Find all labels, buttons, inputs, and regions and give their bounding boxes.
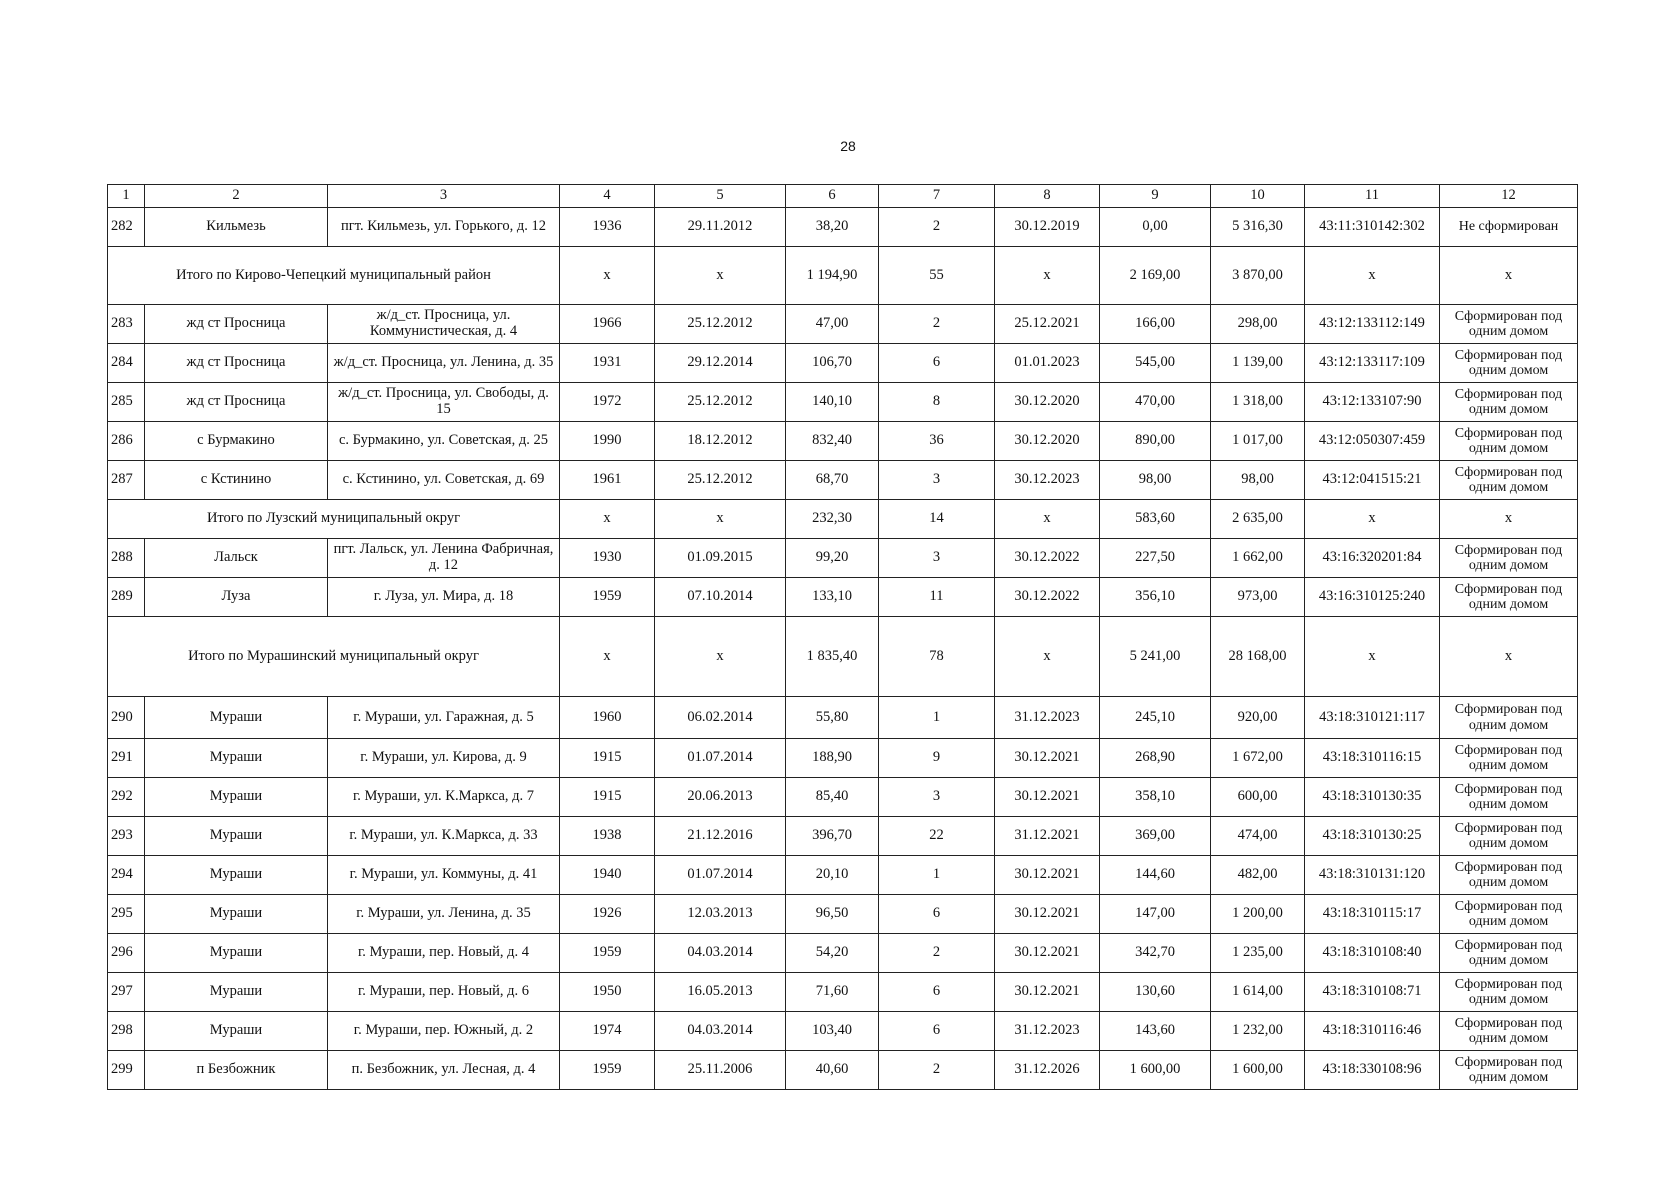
- summary-residents-cell: 14: [879, 500, 995, 539]
- summary-residents-cell: 78: [879, 617, 995, 697]
- area-remaining-cell: 143,60: [1100, 1012, 1211, 1051]
- cadastral-number-cell: 43:12:050307:459: [1305, 422, 1440, 461]
- area-cell: 396,70: [786, 817, 879, 856]
- row-number-cell: 292: [108, 778, 145, 817]
- area-remaining-cell: 890,00: [1100, 422, 1211, 461]
- settlement-cell: Мураши: [145, 739, 328, 778]
- date-recognized-cell: 25.12.2012: [655, 461, 786, 500]
- table-row: [108, 895, 1578, 934]
- table-row: [108, 973, 1578, 1012]
- planned-date-cell: 30.12.2021: [995, 895, 1100, 934]
- residents-cell: 11: [879, 578, 995, 617]
- area-cell: 106,70: [786, 344, 879, 383]
- summary-cost-cell: 2 635,00: [1211, 500, 1305, 539]
- land-status-cell: Сформирован под одним домом: [1440, 539, 1578, 578]
- column-number-cell: 1: [108, 185, 145, 208]
- cost-cell: 1 600,00: [1211, 1051, 1305, 1090]
- cost-cell: 5 316,30: [1211, 208, 1305, 247]
- planned-date-cell: 31.12.2023: [995, 697, 1100, 739]
- address-cell: г. Мураши, ул. Коммуны, д. 41: [328, 856, 560, 895]
- planned-date-cell: 31.12.2026: [995, 1051, 1100, 1090]
- planned-date-cell: 01.01.2023: [995, 344, 1100, 383]
- cost-cell: 1 614,00: [1211, 973, 1305, 1012]
- residents-cell: 1: [879, 856, 995, 895]
- land-status-cell: Не сформирован: [1440, 208, 1578, 247]
- address-cell: пгт. Лальск, ул. Ленина Фабричная, д. 12: [328, 539, 560, 578]
- table-row: [108, 1051, 1578, 1090]
- table-row: [108, 739, 1578, 778]
- row-number-cell: 294: [108, 856, 145, 895]
- address-cell: г. Луза, ул. Мира, д. 18: [328, 578, 560, 617]
- cost-cell: 474,00: [1211, 817, 1305, 856]
- row-number-cell: 299: [108, 1051, 145, 1090]
- cost-cell: 98,00: [1211, 461, 1305, 500]
- area-remaining-cell: 369,00: [1100, 817, 1211, 856]
- residents-cell: 3: [879, 539, 995, 578]
- date-recognized-cell: 18.12.2012: [655, 422, 786, 461]
- row-number-cell: 287: [108, 461, 145, 500]
- year-built-cell: 1966: [560, 305, 655, 344]
- land-status-cell: Сформирован под одним домом: [1440, 461, 1578, 500]
- year-built-cell: 1959: [560, 1051, 655, 1090]
- land-status-cell: Сформирован под одним домом: [1440, 1051, 1578, 1090]
- summary-year-built-cell: x: [560, 247, 655, 305]
- page-number: 28: [840, 138, 856, 154]
- date-recognized-cell: 01.07.2014: [655, 856, 786, 895]
- cadastral-number-cell: 43:18:310116:15: [1305, 739, 1440, 778]
- area-cell: 140,10: [786, 383, 879, 422]
- table-row: [108, 383, 1578, 422]
- cost-cell: 600,00: [1211, 778, 1305, 817]
- summary-area-remaining-cell: 583,60: [1100, 500, 1211, 539]
- planned-date-cell: 30.12.2021: [995, 778, 1100, 817]
- table-row: [108, 305, 1578, 344]
- cost-cell: 1 232,00: [1211, 1012, 1305, 1051]
- area-cell: 55,80: [786, 697, 879, 739]
- table-row: [108, 422, 1578, 461]
- year-built-cell: 1974: [560, 1012, 655, 1051]
- residents-cell: 3: [879, 778, 995, 817]
- date-recognized-cell: 07.10.2014: [655, 578, 786, 617]
- settlement-cell: Кильмезь: [145, 208, 328, 247]
- year-built-cell: 1936: [560, 208, 655, 247]
- area-remaining-cell: 144,60: [1100, 856, 1211, 895]
- cost-cell: 1 200,00: [1211, 895, 1305, 934]
- area-remaining-cell: 166,00: [1100, 305, 1211, 344]
- table-row: [108, 817, 1578, 856]
- summary-date-recognized-cell: x: [655, 617, 786, 697]
- table-row: [108, 344, 1578, 383]
- column-number-cell: 4: [560, 185, 655, 208]
- date-recognized-cell: 29.12.2014: [655, 344, 786, 383]
- table-row: [108, 856, 1578, 895]
- table-row: [108, 1012, 1578, 1051]
- settlement-cell: Мураши: [145, 697, 328, 739]
- settlement-cell: Луза: [145, 578, 328, 617]
- residents-cell: 8: [879, 383, 995, 422]
- area-cell: 40,60: [786, 1051, 879, 1090]
- summary-label: Итого по Кирово-Чепецкий муниципальный район: [108, 247, 560, 305]
- residents-cell: 6: [879, 895, 995, 934]
- date-recognized-cell: 06.02.2014: [655, 697, 786, 739]
- planned-date-cell: 30.12.2021: [995, 934, 1100, 973]
- cost-cell: 1 017,00: [1211, 422, 1305, 461]
- summary-year-built-cell: x: [560, 500, 655, 539]
- settlement-cell: с Кстинино: [145, 461, 328, 500]
- column-number-cell: 12: [1440, 185, 1578, 208]
- residents-cell: 2: [879, 1051, 995, 1090]
- cadastral-number-cell: 43:16:310125:240: [1305, 578, 1440, 617]
- area-cell: 71,60: [786, 973, 879, 1012]
- planned-date-cell: 25.12.2021: [995, 305, 1100, 344]
- year-built-cell: 1950: [560, 973, 655, 1012]
- row-number-cell: 285: [108, 383, 145, 422]
- row-number-cell: 283: [108, 305, 145, 344]
- year-built-cell: 1940: [560, 856, 655, 895]
- area-remaining-cell: 268,90: [1100, 739, 1211, 778]
- summary-cost-cell: 3 870,00: [1211, 247, 1305, 305]
- area-cell: 68,70: [786, 461, 879, 500]
- address-cell: г. Мураши, ул. Гаражная, д. 5: [328, 697, 560, 739]
- year-built-cell: 1926: [560, 895, 655, 934]
- area-remaining-cell: 342,70: [1100, 934, 1211, 973]
- address-cell: г. Мураши, ул. Ленина, д. 35: [328, 895, 560, 934]
- address-cell: г. Мураши, пер. Новый, д. 6: [328, 973, 560, 1012]
- settlement-cell: Мураши: [145, 778, 328, 817]
- date-recognized-cell: 16.05.2013: [655, 973, 786, 1012]
- column-number-cell: 6: [786, 185, 879, 208]
- address-cell: г. Мураши, ул. К.Маркса, д. 33: [328, 817, 560, 856]
- residents-cell: 2: [879, 934, 995, 973]
- table-row: [108, 934, 1578, 973]
- summary-residents-cell: 55: [879, 247, 995, 305]
- settlement-cell: с Бурмакино: [145, 422, 328, 461]
- cost-cell: 298,00: [1211, 305, 1305, 344]
- year-built-cell: 1959: [560, 934, 655, 973]
- settlement-cell: Мураши: [145, 895, 328, 934]
- planned-date-cell: 30.12.2020: [995, 383, 1100, 422]
- summary-cost-cell: 28 168,00: [1211, 617, 1305, 697]
- cadastral-number-cell: 43:18:310108:40: [1305, 934, 1440, 973]
- area-cell: 85,40: [786, 778, 879, 817]
- address-cell: г. Мураши, ул. К.Маркса, д. 7: [328, 778, 560, 817]
- summary-label: Итого по Лузский муниципальный округ: [108, 500, 560, 539]
- summary-row: [108, 617, 1578, 697]
- land-status-cell: Сформирован под одним домом: [1440, 817, 1578, 856]
- address-cell: п. Безбожник, ул. Лесная, д. 4: [328, 1051, 560, 1090]
- column-number-cell: 3: [328, 185, 560, 208]
- year-built-cell: 1990: [560, 422, 655, 461]
- row-number-cell: 297: [108, 973, 145, 1012]
- area-remaining-cell: 147,00: [1100, 895, 1211, 934]
- land-status-cell: Сформирован под одним домом: [1440, 1012, 1578, 1051]
- address-cell: г. Мураши, пер. Новый, д. 4: [328, 934, 560, 973]
- area-remaining-cell: 130,60: [1100, 973, 1211, 1012]
- cost-cell: 1 318,00: [1211, 383, 1305, 422]
- cadastral-number-cell: 43:12:133107:90: [1305, 383, 1440, 422]
- row-number-cell: 286: [108, 422, 145, 461]
- cadastral-number-cell: 43:18:310130:35: [1305, 778, 1440, 817]
- address-cell: ж/д_ст. Просница, ул. Коммунистическая, д. 4: [328, 305, 560, 344]
- land-status-cell: Сформирован под одним домом: [1440, 934, 1578, 973]
- column-number-header-row: [108, 185, 1578, 208]
- cadastral-number-cell: 43:12:041515:21: [1305, 461, 1440, 500]
- planned-date-cell: 30.12.2022: [995, 578, 1100, 617]
- column-number-cell: 2: [145, 185, 328, 208]
- summary-label: Итого по Мурашинский муниципальный округ: [108, 617, 560, 697]
- year-built-cell: 1938: [560, 817, 655, 856]
- date-recognized-cell: 04.03.2014: [655, 1012, 786, 1051]
- residents-cell: 22: [879, 817, 995, 856]
- land-status-cell: Сформирован под одним домом: [1440, 305, 1578, 344]
- area-remaining-cell: 358,10: [1100, 778, 1211, 817]
- summary-area-remaining-cell: 2 169,00: [1100, 247, 1211, 305]
- row-number-cell: 298: [108, 1012, 145, 1051]
- cadastral-number-cell: 43:18:310108:71: [1305, 973, 1440, 1012]
- row-number-cell: 290: [108, 697, 145, 739]
- planned-date-cell: 30.12.2021: [995, 973, 1100, 1012]
- area-cell: 47,00: [786, 305, 879, 344]
- address-cell: пгт. Кильмезь, ул. Горького, д. 12: [328, 208, 560, 247]
- settlement-cell: Мураши: [145, 1012, 328, 1051]
- area-cell: 188,90: [786, 739, 879, 778]
- area-cell: 54,20: [786, 934, 879, 973]
- area-cell: 103,40: [786, 1012, 879, 1051]
- summary-date-recognized-cell: x: [655, 500, 786, 539]
- residents-cell: 3: [879, 461, 995, 500]
- area-remaining-cell: 545,00: [1100, 344, 1211, 383]
- settlement-cell: Мураши: [145, 856, 328, 895]
- row-number-cell: 295: [108, 895, 145, 934]
- address-cell: ж/д_ст. Просница, ул. Свободы, д. 15: [328, 383, 560, 422]
- cadastral-number-cell: 43:18:330108:96: [1305, 1051, 1440, 1090]
- summary-land-status-cell: x: [1440, 500, 1578, 539]
- year-built-cell: 1961: [560, 461, 655, 500]
- area-cell: 99,20: [786, 539, 879, 578]
- planned-date-cell: 30.12.2021: [995, 739, 1100, 778]
- table-row: [108, 208, 1578, 247]
- cost-cell: 920,00: [1211, 697, 1305, 739]
- table-row: [108, 539, 1578, 578]
- column-number-cell: 9: [1100, 185, 1211, 208]
- date-recognized-cell: 01.07.2014: [655, 739, 786, 778]
- cadastral-number-cell: 43:11:310142:302: [1305, 208, 1440, 247]
- row-number-cell: 296: [108, 934, 145, 973]
- year-built-cell: 1915: [560, 739, 655, 778]
- settlement-cell: Лальск: [145, 539, 328, 578]
- table-body: [108, 185, 1578, 1090]
- cost-cell: 1 662,00: [1211, 539, 1305, 578]
- summary-land-status-cell: x: [1440, 617, 1578, 697]
- summary-row: [108, 247, 1578, 305]
- row-number-cell: 284: [108, 344, 145, 383]
- area-remaining-cell: 1 600,00: [1100, 1051, 1211, 1090]
- area-remaining-cell: 356,10: [1100, 578, 1211, 617]
- cost-cell: 482,00: [1211, 856, 1305, 895]
- cost-cell: 1 139,00: [1211, 344, 1305, 383]
- date-recognized-cell: 21.12.2016: [655, 817, 786, 856]
- land-status-cell: Сформирован под одним домом: [1440, 856, 1578, 895]
- summary-area-remaining-cell: 5 241,00: [1100, 617, 1211, 697]
- table-row: [108, 578, 1578, 617]
- planned-date-cell: 30.12.2022: [995, 539, 1100, 578]
- settlement-cell: п Безбожник: [145, 1051, 328, 1090]
- land-status-cell: Сформирован под одним домом: [1440, 973, 1578, 1012]
- summary-date-recognized-cell: x: [655, 247, 786, 305]
- address-cell: г. Мураши, ул. Кирова, д. 9: [328, 739, 560, 778]
- summary-land-status-cell: x: [1440, 247, 1578, 305]
- summary-area-cell: 232,30: [786, 500, 879, 539]
- area-remaining-cell: 227,50: [1100, 539, 1211, 578]
- cost-cell: 973,00: [1211, 578, 1305, 617]
- summary-planned-date-cell: x: [995, 247, 1100, 305]
- land-status-cell: Сформирован под одним домом: [1440, 383, 1578, 422]
- year-built-cell: 1960: [560, 697, 655, 739]
- year-built-cell: 1959: [560, 578, 655, 617]
- summary-cadastral-number-cell: x: [1305, 617, 1440, 697]
- cadastral-number-cell: 43:12:133112:149: [1305, 305, 1440, 344]
- area-cell: 38,20: [786, 208, 879, 247]
- row-number-cell: 291: [108, 739, 145, 778]
- area-cell: 133,10: [786, 578, 879, 617]
- column-number-cell: 10: [1211, 185, 1305, 208]
- residents-cell: 2: [879, 208, 995, 247]
- area-cell: 20,10: [786, 856, 879, 895]
- table-row: [108, 461, 1578, 500]
- residents-cell: 2: [879, 305, 995, 344]
- date-recognized-cell: 01.09.2015: [655, 539, 786, 578]
- cost-cell: 1 672,00: [1211, 739, 1305, 778]
- address-cell: ж/д_ст. Просница, ул. Ленина, д. 35: [328, 344, 560, 383]
- table-row: [108, 778, 1578, 817]
- date-recognized-cell: 04.03.2014: [655, 934, 786, 973]
- summary-cadastral-number-cell: x: [1305, 500, 1440, 539]
- year-built-cell: 1931: [560, 344, 655, 383]
- cadastral-number-cell: 43:16:320201:84: [1305, 539, 1440, 578]
- settlement-cell: Мураши: [145, 817, 328, 856]
- planned-date-cell: 31.12.2021: [995, 817, 1100, 856]
- row-number-cell: 288: [108, 539, 145, 578]
- cadastral-number-cell: 43:18:310115:17: [1305, 895, 1440, 934]
- summary-year-built-cell: x: [560, 617, 655, 697]
- land-status-cell: Сформирован под одним домом: [1440, 578, 1578, 617]
- row-number-cell: 282: [108, 208, 145, 247]
- address-cell: с. Кстинино, ул. Советская, д. 69: [328, 461, 560, 500]
- summary-cadastral-number-cell: x: [1305, 247, 1440, 305]
- year-built-cell: 1972: [560, 383, 655, 422]
- row-number-cell: 289: [108, 578, 145, 617]
- residents-cell: 1: [879, 697, 995, 739]
- settlement-cell: жд ст Просница: [145, 305, 328, 344]
- column-number-cell: 8: [995, 185, 1100, 208]
- planned-date-cell: 31.12.2023: [995, 1012, 1100, 1051]
- cadastral-number-cell: 43:12:133117:109: [1305, 344, 1440, 383]
- settlement-cell: Мураши: [145, 934, 328, 973]
- land-status-cell: Сформирован под одним домом: [1440, 778, 1578, 817]
- cost-cell: 1 235,00: [1211, 934, 1305, 973]
- residents-cell: 6: [879, 1012, 995, 1051]
- table-row: [108, 697, 1578, 739]
- area-remaining-cell: 0,00: [1100, 208, 1211, 247]
- cadastral-number-cell: 43:18:310116:46: [1305, 1012, 1440, 1051]
- area-cell: 832,40: [786, 422, 879, 461]
- settlement-cell: Мураши: [145, 973, 328, 1012]
- land-status-cell: Сформирован под одним домом: [1440, 697, 1578, 739]
- address-cell: г. Мураши, пер. Южный, д. 2: [328, 1012, 560, 1051]
- residents-cell: 6: [879, 973, 995, 1012]
- date-recognized-cell: 20.06.2013: [655, 778, 786, 817]
- residents-cell: 6: [879, 344, 995, 383]
- area-remaining-cell: 98,00: [1100, 461, 1211, 500]
- cadastral-number-cell: 43:18:310121:117: [1305, 697, 1440, 739]
- cadastral-number-cell: 43:18:310130:25: [1305, 817, 1440, 856]
- residents-cell: 9: [879, 739, 995, 778]
- planned-date-cell: 30.12.2019: [995, 208, 1100, 247]
- residents-cell: 36: [879, 422, 995, 461]
- area-remaining-cell: 470,00: [1100, 383, 1211, 422]
- summary-area-cell: 1 194,90: [786, 247, 879, 305]
- row-number-cell: 293: [108, 817, 145, 856]
- settlement-cell: жд ст Просница: [145, 344, 328, 383]
- address-cell: с. Бурмакино, ул. Советская, д. 25: [328, 422, 560, 461]
- summary-area-cell: 1 835,40: [786, 617, 879, 697]
- area-remaining-cell: 245,10: [1100, 697, 1211, 739]
- cadastral-number-cell: 43:18:310131:120: [1305, 856, 1440, 895]
- column-number-cell: 5: [655, 185, 786, 208]
- land-status-cell: Сформирован под одним домом: [1440, 422, 1578, 461]
- column-number-cell: 11: [1305, 185, 1440, 208]
- summary-row: [108, 500, 1578, 539]
- year-built-cell: 1930: [560, 539, 655, 578]
- summary-planned-date-cell: x: [995, 617, 1100, 697]
- land-status-cell: Сформирован под одним домом: [1440, 895, 1578, 934]
- summary-planned-date-cell: x: [995, 500, 1100, 539]
- date-recognized-cell: 25.11.2006: [655, 1051, 786, 1090]
- column-number-cell: 7: [879, 185, 995, 208]
- year-built-cell: 1915: [560, 778, 655, 817]
- date-recognized-cell: 25.12.2012: [655, 383, 786, 422]
- date-recognized-cell: 12.03.2013: [655, 895, 786, 934]
- land-status-cell: Сформирован под одним домом: [1440, 739, 1578, 778]
- date-recognized-cell: 25.12.2012: [655, 305, 786, 344]
- land-status-cell: Сформирован под одним домом: [1440, 344, 1578, 383]
- date-recognized-cell: 29.11.2012: [655, 208, 786, 247]
- area-cell: 96,50: [786, 895, 879, 934]
- housing-registry-table: [107, 184, 1578, 1090]
- planned-date-cell: 30.12.2021: [995, 856, 1100, 895]
- settlement-cell: жд ст Просница: [145, 383, 328, 422]
- planned-date-cell: 30.12.2020: [995, 422, 1100, 461]
- planned-date-cell: 30.12.2023: [995, 461, 1100, 500]
